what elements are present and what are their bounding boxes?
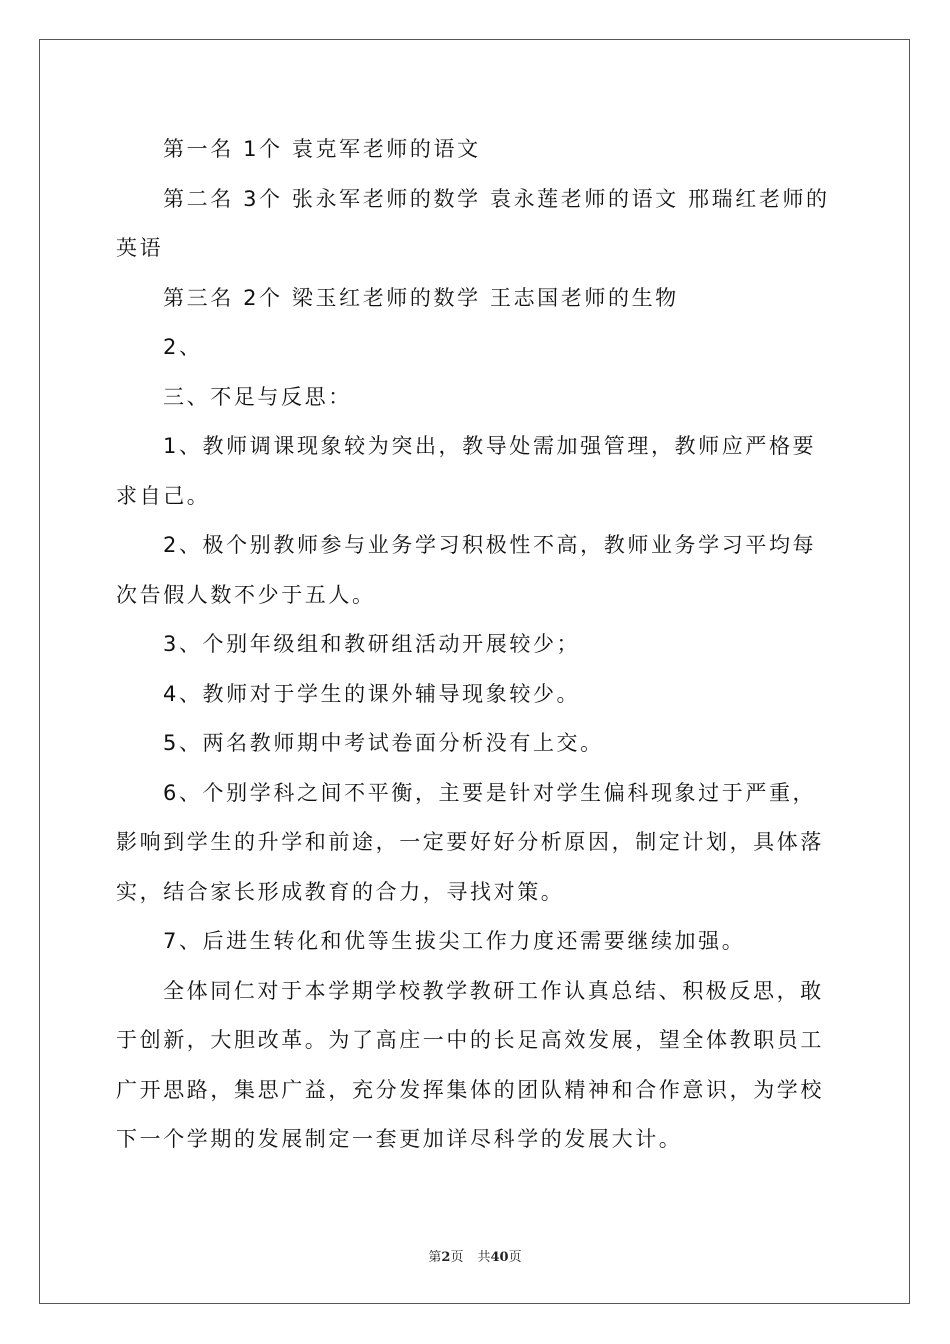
total-pages: 40 bbox=[490, 1250, 509, 1265]
paragraph: 7、后进生转化和优等生拔尖工作力度还需要继续加强。 bbox=[163, 929, 746, 953]
document-body bbox=[116, 125, 836, 1165]
paragraph: 3、个别年级组和教研组活动开展较少； bbox=[163, 632, 581, 656]
page-prefix: 第 bbox=[428, 1250, 442, 1265]
page-suffix: 页 bbox=[450, 1250, 464, 1265]
total-prefix: 共 bbox=[477, 1250, 491, 1265]
paragraph: 4、教师对于学生的课外辅导现象较少。 bbox=[163, 681, 581, 706]
paragraph: 2、极个别教师参与业务学习积极性不高，教师业务学习平均每次告假人数不少于五人。 bbox=[116, 533, 817, 607]
total-suffix: 页 bbox=[508, 1250, 522, 1265]
paragraph: 第三名 2个 梁玉红老师的数学 王志国老师的生物 bbox=[163, 285, 679, 310]
page-number: 2 bbox=[441, 1250, 451, 1265]
paragraph: 6、个别学科之间不平衡，主要是针对学生偏科现象过于严重，影响到学生的升学和前途，一定要好好分析原因，制定计划，具体落实，结合家长形成教育的合力，寻找对策。 bbox=[116, 780, 824, 904]
section-heading: 三、不足与反思： bbox=[163, 384, 352, 409]
paragraph: 第一名 1个 袁克军老师的语文 bbox=[163, 137, 481, 161]
paragraph: 第二名 3个 张永军老师的数学 袁永莲老师的语文 邢瑞红老师的英语 bbox=[116, 186, 830, 260]
paragraph: 1、教师调课现象较为突出，教导处需加强管理，教师应严格要求自己。 bbox=[116, 434, 817, 508]
paragraph: 2、 bbox=[163, 335, 203, 359]
page-footer bbox=[0, 1246, 950, 1265]
paragraph: 全体同仁对于本学期学校教学教研工作认真总结、积极反思，敢于创新，大胆改革。为了高庄一中的长足高效发展，望全体教职员工广开思路，集思广益，充分发挥集体的团队精神和合作意识，为学校下一个学期的发展制定一套更加详尽科学的发展大计。 bbox=[116, 978, 824, 1151]
paragraph: 5、两名教师期中考试卷面分析没有上交。 bbox=[163, 731, 604, 755]
